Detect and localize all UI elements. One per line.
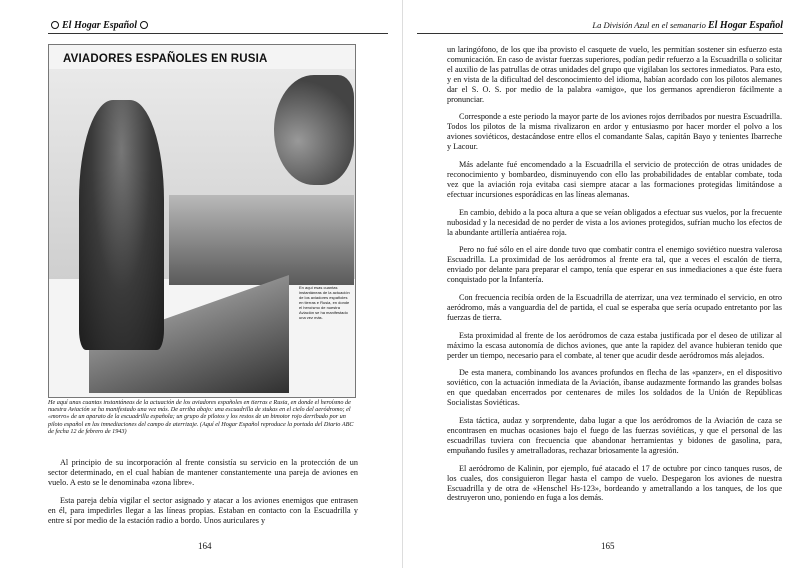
header-text: La División Azul en el semanario — [592, 20, 706, 30]
photo-pilot — [79, 100, 164, 350]
paragraph: Con frecuencia recibía orden de la Escuadrilla de aterrizar, una vez terminado el servicio, en otro aeródromo, más a vanguardia del de partida, el cual se esperaba que sería ocupado entretanto por las fuerzas de tierra. — [447, 293, 782, 322]
paragraph: Pero no fué sólo en el aire donde tuvo que combatir contra el enemigo soviético nuestra valerosa Escuadrilla. La proximidad de los aeródromos al frente era tal, que a veces el escalón de tierra, enviado por delante para preparar el campo, tenía que esperar en sus inmediaciones a que éste fuera conquistado por la Infantería. — [447, 245, 782, 285]
photo-caption: He aquí unas cuantas instantáneas de la actuación de los aviadores españoles en tierras e Rusia, en donde el heroísmo de nuestra Aviación se ha manifestado una vez más. De arriba abajo: una escuadrilla de stukas en el cielo del aeródromo; el «morro» de un aparato de la escuadrilla española; un grupo de pilotos y los restos de un bimotor rojo derribado por un piloto español en las inmediaciones del campo de aterrizaje. (Aquí el Hogar Español reproduce la portada del Diario ABC de fecha 12 de febrero de 1943) — [48, 399, 354, 435]
page-number: 165 — [601, 541, 615, 551]
header-logo: El Hogar Español — [707, 20, 783, 31]
newspaper-clipping — [48, 44, 356, 398]
paragraph: Esta proximidad al frente de los aeródromos de caza estaba justificada por el deseo de utilizar al máximo la escasa autonomía de dichos aviones, que ante la rapidez del avance hubieran tenido que perder un tiempo, necesario para el combate, al tener que acudir desde aeródromos más alejados. — [447, 330, 782, 360]
clipping-caption: En aquí esas cuantas instantáneas de la actuación de los aviadores españoles en tierras e Rusia, en donde el heroísmo de nuestra Aviación se ha manifestado una vez más. — [299, 285, 350, 320]
paragraph: Más adelante fué encomendado a la Escuadrilla el servicio de protección de otras unidades de reconocimiento y bombardeo, disminuyendo con ello las probabilidades de entablar combate, toda vez que la aviación roja evitaba casi siempre atacar a las formaciones protegidas limitándose a efectuar incursiones esporádicas en las líneas alemanas. — [447, 160, 782, 199]
clipping-title: AVIADORES ESPAÑOLES EN RUSIA — [63, 53, 268, 65]
right-page — [403, 0, 805, 568]
photo-propeller — [274, 75, 354, 185]
paragraph: En cambio, debido a la poca altura a que se veían obligados a efectuar sus vuelos, por la frecuente nubosidad y la necesidad de no perder de vista a los aviones protegidos, sufrían mucho los efectos de la abundante artillería antiaérea roja. — [447, 207, 782, 237]
paragraph: Esta táctica, audaz y sorprendente, daba lugar a que los aeródromos de la Aviación de caza se encontrasen en muchas ocasiones bajo el fuego de las fuerzas soviéticas, y que el personal de las escuadrillas tuviera con frecuencia que abandonar herramientas y bidones de gasolina, para, empuñando fusiles y ametralladoras, rechazar briosamente la agresión. — [447, 416, 782, 455]
left-body-text — [48, 458, 358, 533]
left-page-header — [48, 20, 388, 34]
left-page — [0, 0, 402, 568]
paragraph: El aeródromo de Kalinin, por ejemplo, fué atacado el 17 de octubre por cinco tanques rusos, de los cuales, dos consiguieron llegar hasta el campo de vuelo. Despegaron los aviones de nuestra Escuadrilla y de otra de «Henschel Hs-123», bordeando y ametrallando a los tanques, de los que destruyeron uno, poniendo en fuga a los demás. — [447, 463, 782, 503]
paragraph: Corresponde a este periodo la mayor parte de los aviones rojos derribados por nuestra Escuadrilla. Todos los pilotos de la misma rivalizaron en ardor y entusiasmo por hacer morder el polvo a los aviones soviéticos, destacándose entre ellos el comandante Salas, capitán Bayo y tenientes Ibarreche y Lacour. — [447, 112, 782, 152]
page-number: 164 — [198, 541, 212, 551]
paragraph: Al principio de su incorporación al frente consistía su servicio en la protección de un sector determinado, en el cual habían de mantener constantemente una pareja de aviones en vuelo. A esto se le denominaba «zona libre». — [48, 458, 358, 487]
photo-pilot-group — [169, 195, 354, 285]
emblem-icon — [140, 21, 148, 29]
right-page-header — [417, 20, 783, 34]
paragraph: Esta pareja debía vigilar el sector asignado y atacar a los aviones enemigos que entrasen en él, para impedirles llegar a las líneas propias. Estaban en contacto con la Escuadrilla y entre sí por medio de la estación radio a bordo. Unos auriculares y — [48, 495, 358, 525]
header-logo: El Hogar Español — [62, 20, 138, 31]
paragraph: un laringófono, de los que iba provisto el casquete de vuelo, les permitían sostener sin esfuerzo esta comunicación. En caso de avistar fuerzas superiores, podían pedir refuerzo a la Escuadrilla o solicitar el auxilio de las patrullas de otras unidades del grupo que vigilaban los sectores inmediatos. Para esto, y en vista de la dificultad del desconocimiento del idioma, habían acordado con los pilotos alemanes dar el S. O. S. por medio de la palabra «amigo», que los germanos aprendieron fácilmente a pronunciar. — [447, 45, 782, 104]
right-body-text — [447, 45, 782, 511]
emblem-icon — [51, 21, 59, 29]
paragraph: De esta manera, combinando los avances profundos en flecha de las «panzer», en el dispositivo soviético, con la actuación inmediata de la Aviación, íbanse audazmente formando las grandes bolsas en que quedaban encerrados por centenares de miles los soldados de la Unión de Repúblicas Socialistas Soviéticas. — [447, 368, 782, 408]
